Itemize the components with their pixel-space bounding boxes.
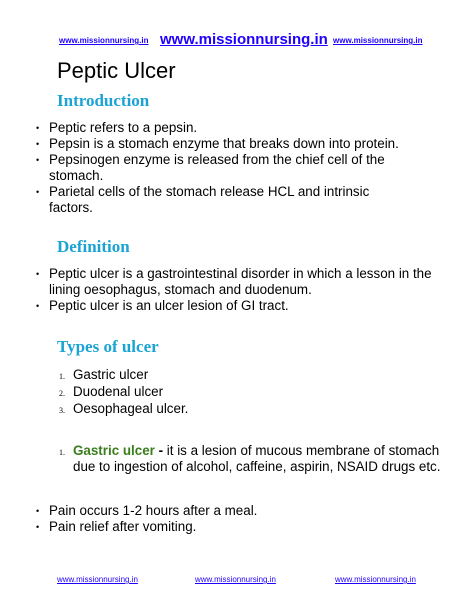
header-link-left[interactable]: www.missionnursing.in (59, 36, 149, 45)
list-item-text: Pain occurs 1-2 hours after a meal. (49, 503, 258, 518)
bullet-icon: • (36, 123, 40, 133)
list-item-text: Parietal cells of the stomach release HCL and intrinsic factors. (49, 184, 370, 215)
list-item-text: Gastric ulcer (73, 367, 149, 382)
bullet-icon: • (36, 187, 40, 197)
list-item-text: Duodenal ulcer (73, 384, 164, 399)
list-number: 2. (59, 389, 65, 398)
list-number: 3. (59, 406, 65, 415)
list-item-text: Pepsin is a stomach enzyme that breaks down into protein. (49, 136, 399, 151)
list-item-text: Peptic ulcer is a gastrointestinal disorder in which a lesson in the lining oesophagus, stomach and duodenum. (49, 266, 432, 297)
list-item (36, 120, 436, 136)
bullet-icon: • (36, 506, 40, 516)
bullet-icon: • (36, 139, 40, 149)
gastric-ulcer-term: Gastric ulcer (73, 443, 155, 458)
footer-link-left[interactable]: www.missionnursing.in (57, 575, 138, 584)
bullet-icon: • (36, 301, 40, 311)
list-item-text: Peptic refers to a pepsin. (49, 120, 198, 135)
bullet-icon: • (36, 269, 40, 279)
list-item (36, 298, 436, 314)
introduction-list (36, 120, 436, 216)
list-item-text: Pepsinogen enzyme is released from the chief cell of the stomach. (49, 152, 385, 183)
list-item-text: Oesophageal ulcer. (73, 401, 189, 416)
footer-link-center[interactable]: www.missionnursing.in (195, 575, 276, 584)
list-item (36, 136, 436, 152)
bullet-icon: • (36, 155, 40, 165)
definition-list (36, 266, 436, 314)
bullet-icon: • (36, 522, 40, 532)
list-number: 1. (59, 448, 65, 457)
types-list (59, 366, 359, 417)
list-item (59, 383, 359, 400)
list-number: 1. (59, 372, 65, 381)
gastric-ulcer-paragraph (59, 443, 453, 475)
list-item-text: Pain relief after vomiting. (49, 519, 197, 534)
header-link-center[interactable]: www.missionnursing.in (160, 31, 328, 48)
list-item-text: Peptic ulcer is an ulcer lesion of GI tract. (49, 298, 289, 313)
header-link-right[interactable]: www.missionnursing.in (333, 36, 423, 45)
term-dash: - (154, 443, 167, 458)
list-item (36, 152, 419, 184)
list-item (36, 266, 439, 298)
types-heading: Types of ulcer (57, 337, 159, 356)
list-item (36, 503, 436, 519)
page-title: Peptic Ulcer (57, 58, 176, 83)
list-item (36, 519, 436, 535)
footer-link-right[interactable]: www.missionnursing.in (335, 575, 416, 584)
list-item (59, 366, 359, 383)
introduction-heading: Introduction (57, 91, 150, 110)
gastric-symptoms-list (36, 503, 436, 535)
list-item (59, 400, 359, 417)
list-item (36, 184, 409, 216)
definition-heading: Definition (57, 237, 130, 256)
gastric-ulcer-text: it is a lesion of mucous membrane of stomach due to ingestion of alcohol, caffeine, aspirin, NSAID drugs etc. (73, 443, 441, 474)
